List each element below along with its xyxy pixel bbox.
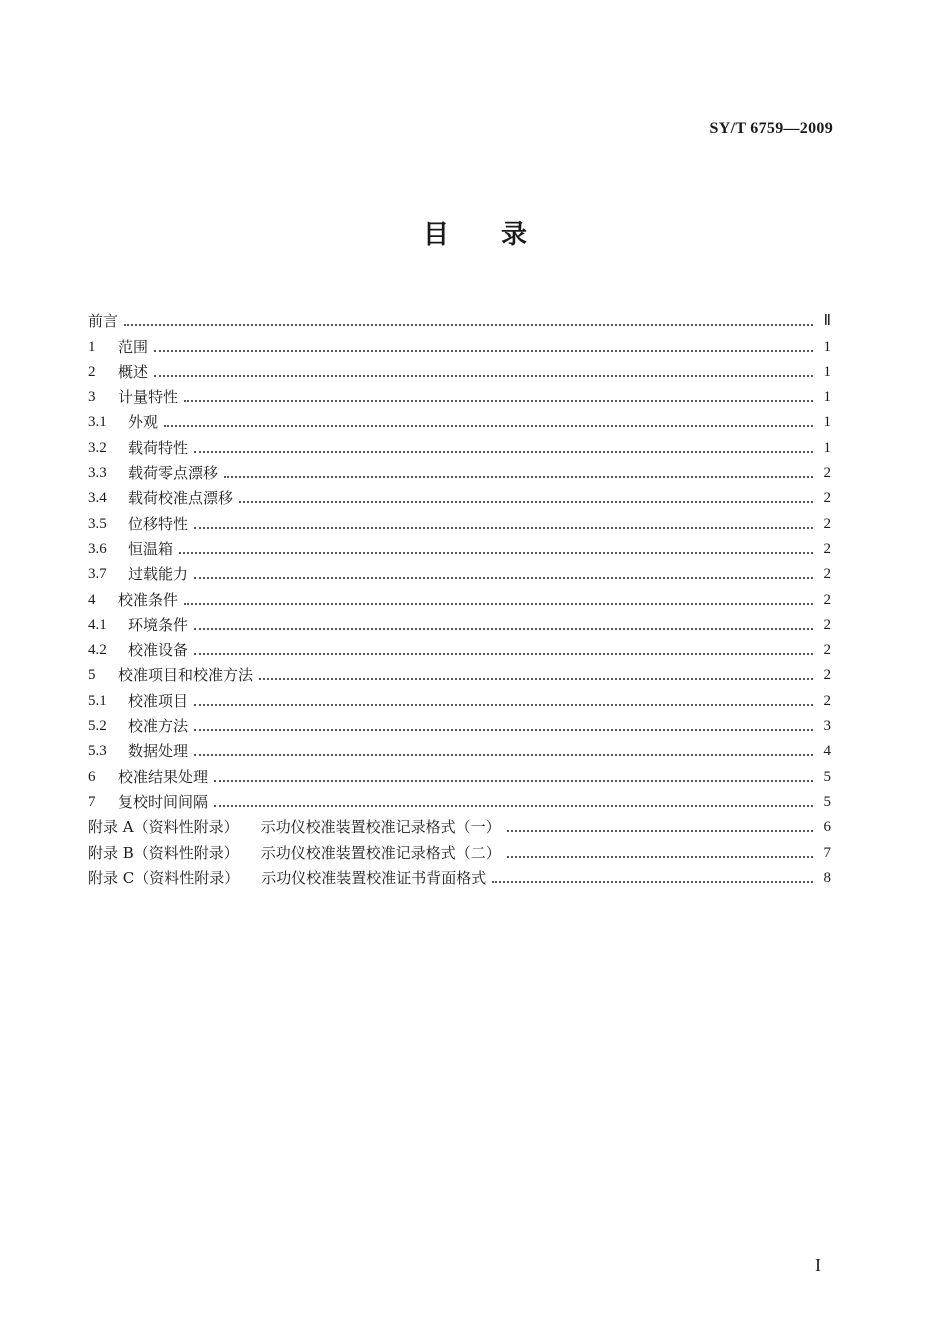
- toc-entry-label: [128, 438, 188, 458]
- dot-leader: [194, 652, 813, 655]
- dot-leader: [507, 855, 813, 858]
- toc-entry-title: 校准设备: [128, 641, 189, 660]
- dot-leader: [184, 602, 813, 605]
- toc-entry-page: 1: [823, 338, 831, 355]
- toc-entry: [88, 736, 831, 761]
- toc-entry-number: 3.5: [88, 515, 107, 532]
- toc-entry-title: 位移特性: [128, 514, 189, 533]
- toc-entry: [88, 458, 831, 483]
- dot-leader: [492, 880, 813, 883]
- dot-leader: [259, 677, 813, 680]
- toc-entry-label: [128, 412, 158, 432]
- toc-entry-label: [118, 362, 148, 382]
- toc-entry-page: 1: [823, 363, 831, 380]
- dot-leader: [194, 627, 813, 630]
- toc-entry-page: 2: [823, 642, 831, 659]
- toc-entry-page: 5: [823, 768, 831, 785]
- dot-leader: [164, 424, 813, 427]
- toc-entry-page: 2: [823, 515, 831, 532]
- toc-entry-page: 3: [823, 718, 831, 735]
- toc-entry-page: 2: [823, 616, 831, 633]
- toc-entry-number: 3.6: [88, 540, 107, 557]
- toc-entry-number: 3.3: [88, 465, 107, 482]
- toc-entry-number: 5.2: [88, 718, 107, 735]
- toc-entry-label: [118, 665, 253, 685]
- toc-entry-number: 5.3: [88, 743, 107, 760]
- toc-entry-title: 校准项目和校准方法: [118, 666, 254, 685]
- toc-entry-title: 范围: [118, 337, 149, 356]
- toc-title-char-2: 录: [501, 220, 528, 250]
- toc-entry: [88, 711, 831, 736]
- toc-entry-page: 1: [823, 389, 831, 406]
- toc-entry-label: [88, 843, 501, 863]
- toc-entry: [88, 761, 831, 786]
- toc-entry-title: 附录 B（资料性附录）: [88, 843, 239, 862]
- toc-entry-title: 前言: [88, 312, 119, 331]
- page-number: I: [815, 1255, 821, 1275]
- toc-entry-number: 3.1: [88, 414, 107, 431]
- toc-entry: [88, 306, 831, 331]
- toc-entry-label: [128, 640, 188, 660]
- toc-entry-subtitle: 示功仪校准装置校准证书背面格式: [261, 868, 487, 887]
- toc-entry-number: 4.1: [88, 616, 107, 633]
- toc-entry-label: [128, 691, 188, 711]
- toc-entry-title: 概述: [118, 362, 149, 381]
- toc-entry-title: 计量特性: [118, 388, 179, 407]
- toc-entry-title: 校准结果处理: [118, 767, 209, 786]
- table-of-contents: [88, 306, 831, 888]
- toc-entry-title: 附录 C（资料性附录）: [88, 868, 240, 887]
- toc-entry-label: [118, 792, 208, 812]
- toc-entry-page: 6: [823, 819, 831, 836]
- toc-entry-label: [88, 868, 486, 888]
- toc-entry-title: 数据处理: [128, 742, 189, 761]
- dot-leader: [179, 551, 813, 554]
- toc-entry-label: [88, 817, 501, 837]
- standard-code: SY/T 6759—2009: [709, 120, 833, 137]
- toc-entry-title: 恒温箱: [128, 539, 174, 558]
- toc-entry-label: [118, 590, 178, 610]
- toc-entry-title: 过载能力: [128, 565, 189, 584]
- toc-entry: [88, 660, 831, 685]
- toc-entry-page: 1: [823, 439, 831, 456]
- toc-entry-label: [128, 539, 173, 559]
- toc-entry-page: 4: [823, 743, 831, 760]
- toc-entry-page: 2: [823, 540, 831, 557]
- toc-entry-page: 2: [823, 667, 831, 684]
- dot-leader: [154, 349, 813, 352]
- toc-entry: [88, 559, 831, 584]
- dot-leader: [194, 576, 813, 579]
- toc-entry-number: 5.1: [88, 692, 107, 709]
- toc-entry: [88, 863, 831, 888]
- toc-entry-page: 7: [823, 844, 831, 861]
- toc-entry-number: 3.7: [88, 566, 107, 583]
- toc-entry-page: 1: [823, 414, 831, 431]
- toc-entry: [88, 407, 831, 432]
- dot-leader: [507, 829, 813, 832]
- toc-entry-number: 3.2: [88, 439, 107, 456]
- toc-entry-label: [128, 463, 218, 483]
- dot-leader: [194, 728, 813, 731]
- dot-leader: [214, 779, 813, 782]
- toc-entry-title: 附录 A（资料性附录）: [88, 818, 239, 837]
- toc-entry-number: 5: [88, 667, 96, 684]
- toc-entry-label: [128, 564, 188, 584]
- toc-entry: [88, 357, 831, 382]
- toc-entry: [88, 508, 831, 533]
- dot-leader: [124, 323, 813, 326]
- toc-entry-title: 载荷特性: [128, 438, 189, 457]
- toc-entry-page: 2: [823, 465, 831, 482]
- toc-entry-label: [128, 514, 188, 534]
- toc-entry-label: [128, 488, 233, 508]
- toc-title: [0, 214, 950, 251]
- toc-entry-label: [118, 767, 208, 787]
- dot-leader: [194, 703, 813, 706]
- toc-entry-number: 3.4: [88, 490, 107, 507]
- toc-entry-page: 2: [823, 490, 831, 507]
- toc-entry-number: 3: [88, 389, 96, 406]
- toc-entry-title: 校准项目: [128, 691, 189, 710]
- toc-entry-page: 2: [823, 591, 831, 608]
- toc-entry: [88, 685, 831, 710]
- toc-entry-page: 8: [823, 869, 831, 886]
- toc-entry-label: [128, 615, 188, 635]
- toc-entry-number: 2: [88, 363, 96, 380]
- toc-entry: [88, 635, 831, 660]
- toc-entry-label: [88, 311, 118, 331]
- toc-entry-label: [128, 716, 188, 736]
- toc-entry-title: 环境条件: [128, 615, 189, 634]
- toc-entry-number: 4.2: [88, 642, 107, 659]
- toc-entry: [88, 837, 831, 862]
- dot-leader: [224, 475, 813, 478]
- dot-leader: [184, 399, 813, 402]
- toc-entry-number: 7: [88, 793, 96, 810]
- toc-entry-subtitle: 示功仪校准装置校准记录格式（一）: [260, 818, 501, 837]
- toc-entry-title: 载荷校准点漂移: [128, 489, 234, 508]
- dot-leader: [194, 753, 813, 756]
- toc-entry: [88, 483, 831, 508]
- toc-entry-number: 1: [88, 338, 96, 355]
- toc-entry-page: Ⅱ: [823, 313, 831, 330]
- toc-entry: [88, 382, 831, 407]
- toc-entry-number: 4: [88, 591, 96, 608]
- toc-entry: [88, 610, 831, 635]
- toc-entry: [88, 534, 831, 559]
- dot-leader: [194, 450, 813, 453]
- dot-leader: [214, 804, 813, 807]
- toc-entry-title: 复校时间间隔: [118, 792, 209, 811]
- toc-entry: [88, 432, 831, 457]
- toc-entry: [88, 584, 831, 609]
- toc-entry: [88, 812, 831, 837]
- toc-entry-label: [118, 387, 178, 407]
- toc-title-char-1: 目: [422, 220, 449, 250]
- dot-leader: [154, 374, 813, 377]
- toc-entry-page: 2: [823, 566, 831, 583]
- toc-entry: [88, 331, 831, 356]
- toc-entry: [88, 787, 831, 812]
- toc-entry-subtitle: 示功仪校准装置校准记录格式（二）: [260, 843, 501, 862]
- toc-entry-label: [118, 337, 148, 357]
- toc-entry-page: 2: [823, 692, 831, 709]
- dot-leader: [194, 526, 813, 529]
- toc-entry-number: 6: [88, 768, 96, 785]
- toc-entry-title: 载荷零点漂移: [128, 464, 219, 483]
- dot-leader: [239, 500, 813, 503]
- toc-entry-label: [128, 741, 188, 761]
- toc-entry-title: 外观: [128, 413, 159, 432]
- toc-entry-title: 校准条件: [118, 590, 179, 609]
- toc-entry-page: 5: [823, 793, 831, 810]
- toc-entry-title: 校准方法: [128, 717, 189, 736]
